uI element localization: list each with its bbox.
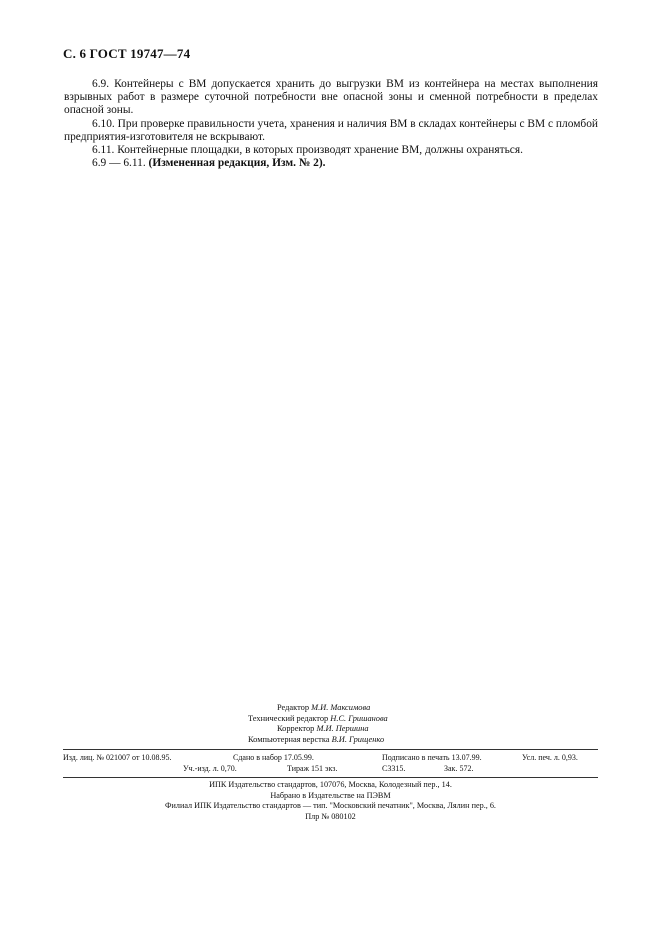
credit-name: М.И. Першина	[316, 724, 369, 734]
credit-proofreader	[277, 724, 369, 735]
credit-name: Н.С. Гришанова	[330, 713, 388, 723]
publisher-typeset: Набрано в Издательстве на ПЭВМ	[270, 790, 391, 800]
paragraph-amendment	[64, 157, 598, 170]
imprint-circulation: Тираж 151 экз.	[287, 764, 338, 773]
body-text	[64, 78, 598, 170]
credit-layout	[248, 735, 384, 746]
imprint-signed: Подписано в печать 13.07.99.	[382, 753, 482, 762]
credit-role: Компьютерная верстка	[248, 734, 330, 744]
amendment-note: (Измененная редакция, Изм. № 2).	[148, 157, 326, 170]
imprint-code: С3315.	[382, 764, 406, 773]
imprint-rule-top	[63, 749, 598, 750]
imprint-license: Изд. лиц. № 021007 от 10.08.95.	[63, 753, 172, 762]
imprint-rule-bottom	[63, 777, 598, 778]
credit-role: Редактор	[277, 703, 310, 712]
credit-editor	[277, 703, 370, 714]
publisher-address: ИПК Издательство стандартов, 107076, Москва, Колодезный пер., 14.	[209, 780, 452, 789]
imprint-edit-sheets: Уч.-изд. л. 0,70.	[183, 764, 237, 773]
imprint-submitted: Сдано в набор 17.05.99.	[233, 753, 314, 762]
credit-name: М.И. Максимова	[311, 703, 371, 712]
publisher-license: Плр № 080102	[305, 811, 356, 821]
paragraph-6-11: 6.11. Контейнерные площадки, в которых производят хранение ВМ, должны охраняться.	[92, 144, 523, 157]
imprint-print-sheets: Усл. печ. л. 0,93.	[522, 753, 578, 762]
publisher-branch: Филиал ИПК Издательство стандартов — тип. "Московский печатник", Москва, Лялин пер., 6.	[165, 801, 496, 811]
credit-name: В.И. Грищенко	[331, 734, 385, 744]
credit-role: Корректор	[277, 724, 315, 734]
credit-tech-editor	[248, 714, 388, 725]
page-header: С. 6 ГОСТ 19747—74	[63, 46, 191, 61]
credit-role: Технический редактор	[248, 713, 329, 723]
paragraph-6-10: 6.10. При проверке правильности учета, хранения и наличия ВМ в складах контейнеры с ВМ с пломбой предприятия-изготовителя не вскрывают.	[64, 117, 598, 143]
paragraph-6-9: 6.9. Контейнеры с ВМ допускается хранить до выгрузки ВМ из контейнера на местах выполнения взрывных работ в размере суточной потребности вне опасной зоны и сменной потребности в пределах опасной зоны.	[64, 78, 598, 117]
imprint-order: Зак. 572.	[444, 764, 474, 773]
publisher-block	[0, 780, 661, 822]
amendment-range: 6.9 — 6.11.	[92, 157, 146, 170]
